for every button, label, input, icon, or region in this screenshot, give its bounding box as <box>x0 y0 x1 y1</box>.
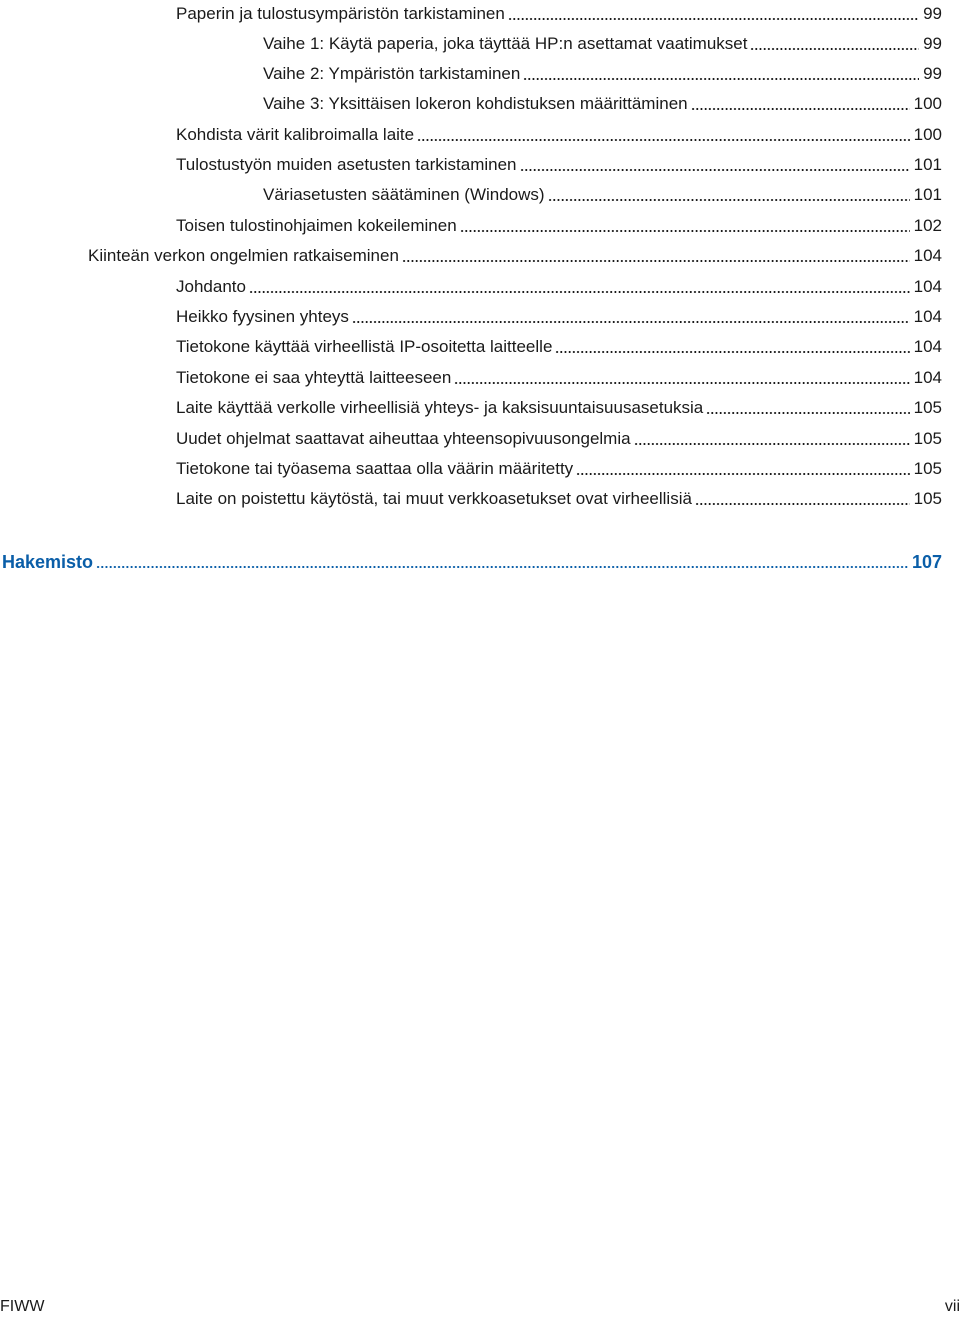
dot-leader <box>548 199 910 201</box>
index-title: Hakemisto <box>2 552 94 572</box>
index-page: 107 <box>911 552 942 572</box>
toc-entry-title: Laite käyttää verkolle virheellisiä yhteys- ja kaksisuuntaisuusasetuksia <box>176 398 704 417</box>
toc-entry-page: 99 <box>923 64 942 83</box>
toc-entry-title: Toisen tulostinohjaimen kokeileminen <box>176 216 457 235</box>
toc-entry[interactable] <box>176 333 942 357</box>
toc-entry-page: 101 <box>913 155 942 174</box>
footer-locale: FIWW <box>0 1298 45 1315</box>
dot-leader <box>523 78 919 80</box>
toc-entry-title: Kohdista värit kalibroimalla laite <box>176 125 415 144</box>
dot-leader <box>249 291 910 293</box>
toc-entry-page: 100 <box>913 125 942 144</box>
toc-entry-title: Paperin ja tulostusympäristön tarkistaminen <box>176 4 505 23</box>
toc-entry-page: 104 <box>913 307 942 326</box>
toc-entry-page: 102 <box>913 216 942 235</box>
toc-entry-title: Kiinteän verkon ongelmien ratkaiseminen <box>88 246 399 265</box>
toc-index-link[interactable] <box>2 547 942 573</box>
toc-entry-title: Uudet ohjelmat saattavat aiheuttaa yhteensopivuusongelmia <box>176 429 631 448</box>
dot-leader <box>691 108 910 110</box>
toc-entry[interactable] <box>263 181 942 205</box>
toc-entry[interactable] <box>176 394 942 418</box>
dot-leader <box>417 139 910 141</box>
toc-entry-title: Johdanto <box>176 277 246 296</box>
toc-entry[interactable] <box>176 425 942 449</box>
footer-page-number: vii <box>944 1298 960 1315</box>
toc-entry-title: Heikko fyysinen yhteys <box>176 307 349 326</box>
toc-entry-page: 100 <box>913 94 942 113</box>
toc-entry-title: Vaihe 1: Käytä paperia, joka täyttää HP:n asettamat vaatimukset <box>263 34 748 53</box>
toc-entry-title: Vaihe 2: Ympäristön tarkistaminen <box>263 64 521 83</box>
toc-entry-page: 99 <box>923 34 942 53</box>
toc-entry[interactable] <box>176 212 942 236</box>
dot-leader <box>454 382 909 384</box>
dot-leader <box>706 412 909 414</box>
dot-leader <box>402 260 910 262</box>
toc-entry-title: Tietokone tai työasema saattaa olla väärin määritetty <box>176 459 574 478</box>
toc-entry[interactable] <box>263 30 942 54</box>
toc-entry-title: Laite on poistettu käytöstä, tai muut verkkoasetukset ovat virheellisiä <box>176 489 692 508</box>
dot-leader <box>520 169 910 171</box>
toc-entry-page: 105 <box>913 459 942 478</box>
dot-leader <box>352 321 910 323</box>
toc-entry-title: Väriasetusten säätäminen (Windows) <box>263 185 545 204</box>
toc-entry[interactable] <box>88 242 942 266</box>
toc-entry-page: 104 <box>913 246 942 265</box>
toc-entry[interactable] <box>176 0 942 24</box>
dot-leader <box>576 473 909 475</box>
toc-entry[interactable] <box>176 455 942 479</box>
dot-leader <box>634 443 910 445</box>
toc-entry-page: 104 <box>913 368 942 387</box>
toc-entry-title: Vaihe 3: Yksittäisen lokeron kohdistuksen määrittäminen <box>263 94 688 113</box>
toc-entry[interactable] <box>176 151 942 175</box>
toc-entry[interactable] <box>263 60 942 84</box>
toc-entry-title: Tietokone ei saa yhteyttä laitteeseen <box>176 368 452 387</box>
dot-leader <box>508 18 919 20</box>
toc-entry-page: 105 <box>913 429 942 448</box>
toc-entry[interactable] <box>263 90 942 114</box>
toc-entry-page: 104 <box>913 337 942 356</box>
toc-entry-title: Tulostustyön muiden asetusten tarkistaminen <box>176 155 517 174</box>
dot-leader <box>96 566 908 568</box>
dot-leader <box>460 230 910 232</box>
toc-entry[interactable] <box>176 273 942 297</box>
dot-leader <box>750 48 919 50</box>
toc-entry-page: 105 <box>913 489 942 508</box>
toc-entry-page: 104 <box>913 277 942 296</box>
toc-entry-title: Tietokone käyttää virheellistä IP-osoitetta laitteelle <box>176 337 553 356</box>
toc-entry-page: 105 <box>913 398 942 417</box>
dot-leader <box>695 503 910 505</box>
toc-entry[interactable] <box>176 364 942 388</box>
toc-entry-page: 99 <box>923 4 942 23</box>
toc-entry[interactable] <box>176 303 942 327</box>
toc-entry-page: 101 <box>913 185 942 204</box>
dot-leader <box>555 351 909 353</box>
toc-entry[interactable] <box>176 485 942 509</box>
toc-entry[interactable] <box>176 121 942 145</box>
